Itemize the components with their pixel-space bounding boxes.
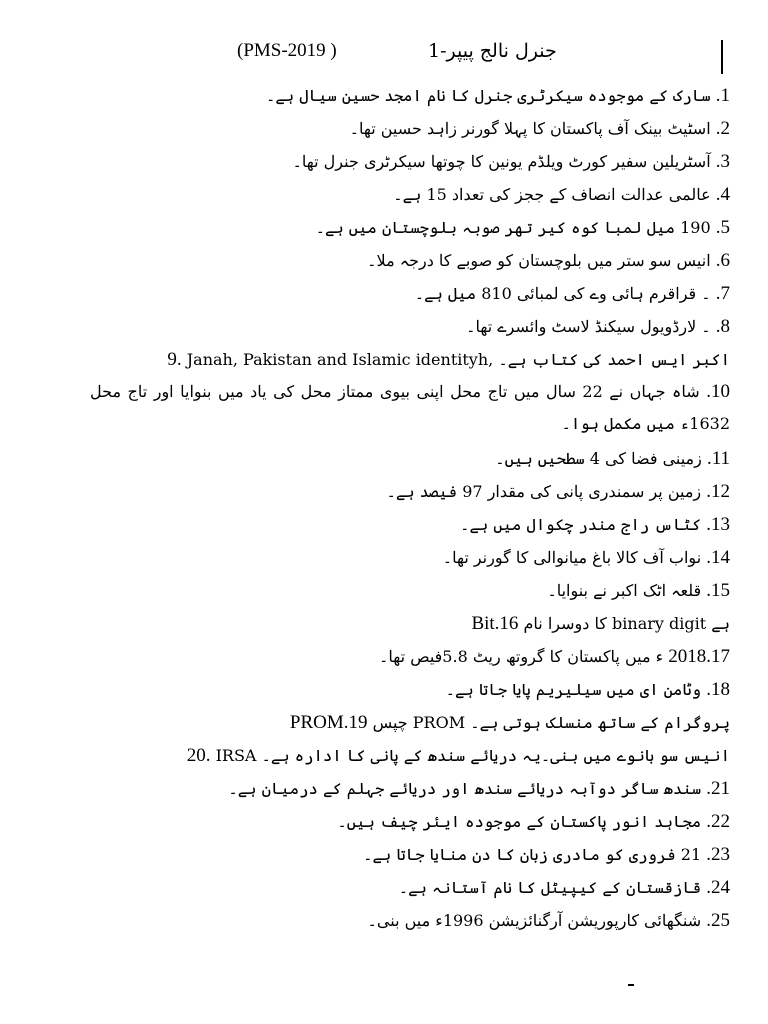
item-text: چپس PROM پروگرام کے ساتھ منسلک ہوتی ہے۔ <box>372 713 730 732</box>
item-text: سندھ ساگر دوآبہ دریائے سندھ اور دریائے جہلم کے درمیان ہے۔ <box>228 779 702 798</box>
item-text: شاہ جہاں نے 22 سال میں تاج محل اپنی بیوی ممتاز محل کی یاد میں بنوایا اور تاج محل 1632ء میں مکمل ہوا۔ <box>90 382 730 433</box>
list-item <box>90 838 730 871</box>
item-text: ۔ قراقرم ہائی وے کی لمبائی 810 میل ہے۔ <box>414 284 711 303</box>
item-number: 1. <box>715 85 730 106</box>
list-item <box>90 112 730 145</box>
list-item <box>90 244 730 277</box>
list-item <box>90 475 730 508</box>
item-number: 9. <box>167 349 182 370</box>
list-item <box>90 673 730 706</box>
item-number: Bit.16 <box>471 613 519 634</box>
list-item <box>90 541 730 574</box>
item-text: IRSA انیس سو بانوے میں بنی۔یہ دریائے سندھ کے پانی کا ادارہ ہے۔ <box>215 746 730 765</box>
item-text: سارک کے موجودہ سیکرٹری جنرل کا نام امجد حسین سیال ہے۔ <box>266 86 711 105</box>
item-text: زمینی فضا کی 4 سطحیں ہیں۔ <box>495 449 702 468</box>
item-text: شنگھائی کارپوریشن آرگنائزیشن 1996ء میں بنی۔ <box>367 911 702 930</box>
item-number: 6. <box>715 250 730 271</box>
page-header <box>0 40 768 76</box>
item-number: 25. <box>706 910 730 931</box>
item-text: قازقستان کے کیپیٹل کا نام آستانہ ہے۔ <box>398 878 702 897</box>
item-number: 11. <box>706 448 730 469</box>
list-item <box>90 277 730 310</box>
list-item <box>90 211 730 244</box>
list-item <box>90 805 730 838</box>
item-number: 21. <box>706 778 730 799</box>
item-number: 12. <box>706 481 730 502</box>
list-item <box>90 904 730 937</box>
list-item <box>90 178 730 211</box>
item-number: 10. <box>706 381 730 402</box>
item-number: 13. <box>706 514 730 535</box>
item-text: زمین پر سمندری پانی کی مقدار 97 فیصد ہے۔ <box>386 482 702 501</box>
list-item <box>90 607 730 640</box>
item-number: 15. <box>706 580 730 601</box>
item-number: 14. <box>706 547 730 568</box>
item-number: 4. <box>715 184 730 205</box>
list-item <box>90 376 730 442</box>
item-number: 24. <box>706 877 730 898</box>
item-number: 3. <box>715 151 730 172</box>
list-item <box>90 772 730 805</box>
item-text: قلعہ اٹک اکبر نے بنوایا۔ <box>547 581 702 600</box>
item-text: نواب آف کالا باغ میانوالی کا گورنر تھا۔ <box>442 548 702 567</box>
list-item <box>90 508 730 541</box>
item-text: ۔ لارڈویول سیکنڈ لاسٹ وائسرے تھا۔ <box>466 317 711 336</box>
list-item <box>90 79 730 112</box>
list-item <box>90 640 730 673</box>
footer-mark <box>628 984 634 986</box>
item-number: 2. <box>715 118 730 139</box>
exam-tag: (PMS-2019 ) <box>237 40 337 61</box>
item-number: 20. <box>186 745 211 766</box>
question-list <box>90 79 730 937</box>
item-text: کٹاس راج مندر چکوال میں ہے۔ <box>460 515 702 534</box>
item-text: اسٹیٹ بینک آف پاکستان کا پہلا گورنر زاہد حسین تھا۔ <box>349 119 711 138</box>
item-number: 5. <box>715 217 730 238</box>
list-item <box>90 310 730 343</box>
item-text: مجاہد انور پاکستان کے موجودہ ایئر چیف ہیں۔ <box>337 812 702 831</box>
list-item <box>90 574 730 607</box>
list-item <box>90 343 730 376</box>
list-item <box>90 442 730 475</box>
list-item <box>90 145 730 178</box>
list-item <box>90 739 730 772</box>
item-number: 8. <box>715 316 730 337</box>
item-number: 23. <box>706 844 730 865</box>
item-text: عالمی عدالت انصاف کے ججز کی تعداد 15 ہے۔ <box>393 185 711 204</box>
item-text: کا دوسرا نام binary digit ہے <box>523 614 730 633</box>
item-text: 190 میل لمبا کوہ کیر تھر صوبہ بلوچستان میں ہے۔ <box>315 218 711 237</box>
list-item <box>90 706 730 739</box>
paper-title: جنرل نالج پیپر-1 <box>428 40 557 62</box>
item-number: 7. <box>715 283 730 304</box>
list-item <box>90 871 730 904</box>
item-text: Janah, Pakistan and Islamic identityh, اکبر ایس احمد کی کتاب ہے۔ <box>186 350 730 369</box>
item-text: انیس سو ستر میں بلوچستان کو صوبے کا درجہ ملا۔ <box>367 251 711 270</box>
item-number: PROM.19 <box>289 712 368 733</box>
item-number: 2018.17 <box>668 646 730 667</box>
item-text: آسٹریلین سفیر کورٹ ویلڈم یونین کا چوتھا سیکرٹری جنرل تھا۔ <box>292 152 711 171</box>
item-number: 18. <box>706 679 730 700</box>
item-text: 21 فروری کو مادری زبان کا دن منایا جاتا ہے۔ <box>363 845 702 864</box>
header-margin-rule <box>721 40 723 74</box>
item-number: 22. <box>706 811 730 832</box>
item-text: وٹامن ای میں سیلیریم پایا جاتا ہے۔ <box>445 680 702 699</box>
item-text: ء میں پاکستان کا گروتھ ریٹ 5.8فیص تھا۔ <box>379 647 664 666</box>
